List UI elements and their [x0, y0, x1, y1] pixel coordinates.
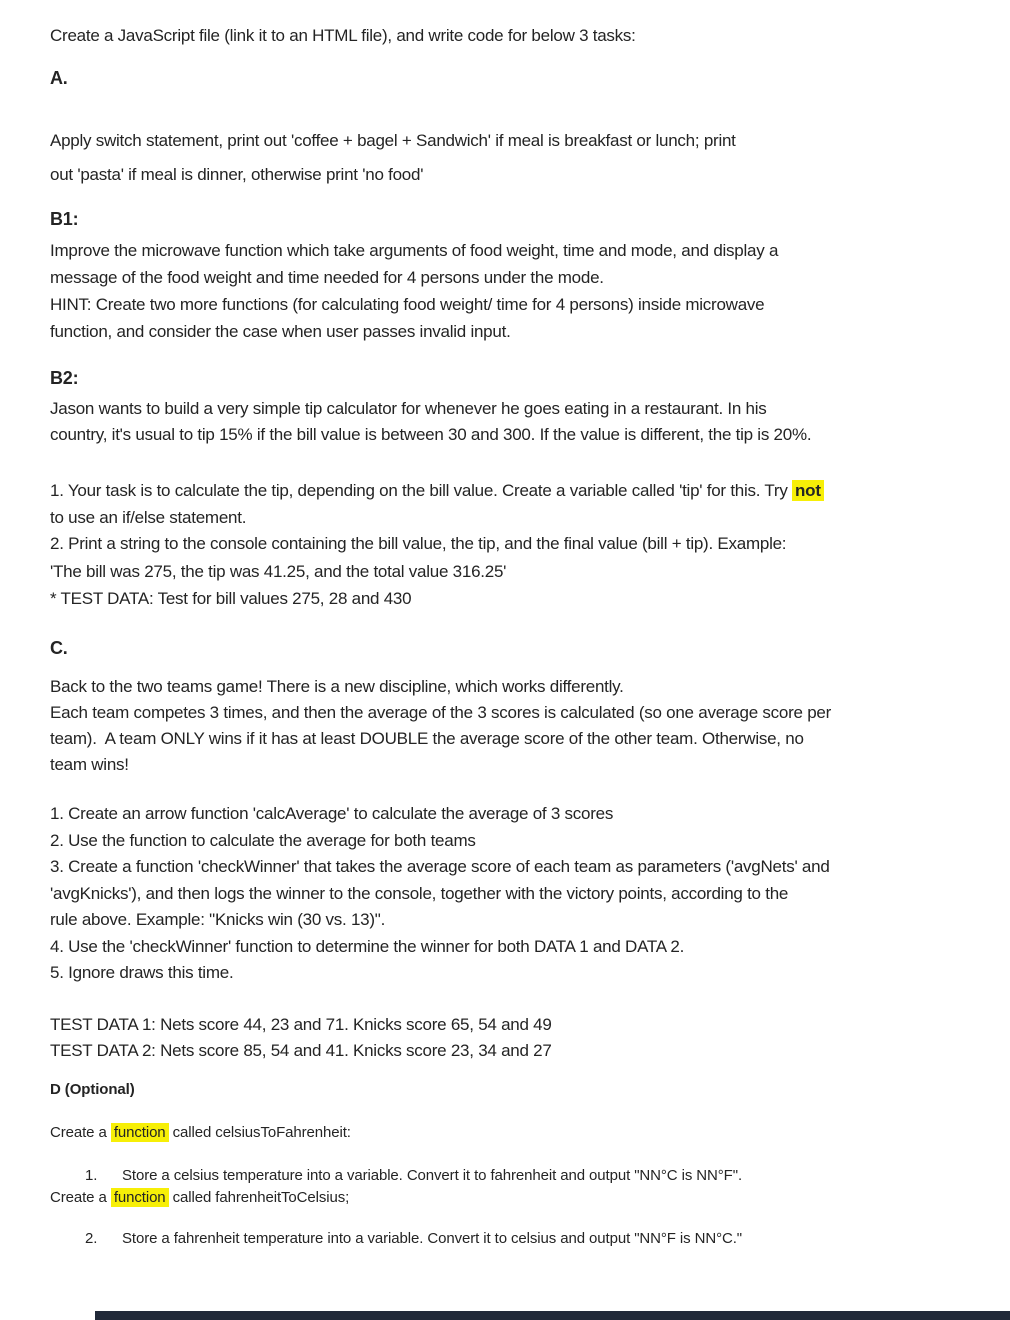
section-b2-paragraph	[50, 396, 811, 448]
section-b1-paragraph	[50, 237, 778, 345]
paragraph-line: Jason wants to build a very simple tip calculator for whenever he goes eating in a restaurant. In his	[50, 399, 767, 418]
highlighted-word-function: function	[111, 1188, 169, 1207]
section-b2-test-data: * TEST DATA: Test for bill values 275, 28 and 430	[50, 589, 412, 608]
section-a-heading: A.	[50, 68, 68, 88]
paragraph-line: Each team competes 3 times, and then the average of the 3 scores is calculated (so one average score per	[50, 703, 832, 722]
bottom-edge-bar	[95, 1311, 1010, 1320]
section-d-create-1	[50, 1122, 351, 1144]
section-c-heading: C.	[50, 638, 68, 658]
paragraph-line	[50, 477, 824, 504]
text: called fahrenheitToCelsius;	[168, 1189, 350, 1206]
section-d-heading: D (Optional)	[50, 1081, 135, 1098]
list-item: 1. Create an arrow function 'calcAverage' to calculate the average of 3 scores	[50, 804, 614, 823]
section-b1-heading: B1:	[50, 209, 79, 229]
section-d-create-2	[50, 1187, 349, 1209]
section-c-task-list	[50, 801, 830, 987]
section-c-test-data	[50, 1012, 552, 1064]
intro-line: Create a JavaScript file (link it to an HTML file), and write code for below 3 tasks:	[50, 26, 636, 45]
text: Create a	[50, 1189, 111, 1206]
paragraph-line: message of the food weight and time needed for 4 persons under the mode.	[50, 268, 604, 287]
section-b2-task-2	[50, 530, 786, 586]
paragraph-line: 2. Print a string to the console containing the bill value, the tip, and the final value (bill + tip). Example:	[50, 534, 787, 553]
section-d-item-2	[50, 1228, 742, 1250]
task-text: 1. Your task is to calculate the tip, depending on the bill value. Create a variable called 'tip' for this. Try	[50, 481, 793, 500]
paragraph-line: out 'pasta' if meal is dinner, otherwise print 'no food'	[50, 165, 424, 184]
list-item-text: Store a celsius temperature into a variable. Convert it to fahrenheit and output "NN°C is NN°F".	[122, 1167, 743, 1184]
paragraph-line: Improve the microwave function which take arguments of food weight, time and mode, and display a	[50, 241, 779, 260]
section-b2-heading: B2:	[50, 368, 79, 388]
list-number: 1.	[85, 1167, 98, 1184]
paragraph-line: team). A team ONLY wins if it has at least DOUBLE the average score of the other team. Otherwise, no	[50, 729, 804, 748]
list-item: 5. Ignore draws this time.	[50, 963, 234, 982]
paragraph-line: 'The bill was 275, the tip was 41.25, and the total value 316.25'	[50, 562, 507, 581]
section-d-item-1	[50, 1165, 742, 1187]
text: Create a	[50, 1124, 111, 1141]
test-data-line: TEST DATA 2: Nets score 85, 54 and 41. Knicks score 23, 34 and 27	[50, 1041, 552, 1060]
paragraph-line: Back to the two teams game! There is a new discipline, which works differently.	[50, 677, 624, 696]
section-b2-task-1	[50, 477, 824, 531]
list-item: rule above. Example: "Knicks win (30 vs. 13)".	[50, 910, 386, 929]
text: called celsiusToFahrenheit:	[168, 1124, 351, 1141]
paragraph-line: HINT: Create two more functions (for calculating food weight/ time for 4 persons) inside microwave	[50, 295, 765, 314]
list-item: 4. Use the 'checkWinner' function to determine the winner for both DATA 1 and DATA 2.	[50, 936, 685, 956]
list-item-text: Store a fahrenheit temperature into a variable. Convert it to celsius and output "NN°F is NN°C."	[122, 1230, 743, 1247]
paragraph-line: team wins!	[50, 755, 129, 774]
paragraph-line: function, and consider the case when user passes invalid input.	[50, 322, 511, 341]
section-a-paragraph	[50, 124, 736, 192]
highlighted-word-function: function	[111, 1123, 169, 1142]
list-item: 2. Use the function to calculate the average for both teams	[50, 830, 476, 850]
highlighted-word-not: not	[792, 480, 824, 501]
list-item: 'avgKnicks'), and then logs the winner to the console, together with the victory points, according to the	[50, 883, 789, 903]
paragraph-line: to use an if/else statement.	[50, 508, 247, 527]
test-data-line: TEST DATA 1: Nets score 44, 23 and 71. Knicks score 65, 54 and 49	[50, 1015, 552, 1034]
list-item: 3. Create a function 'checkWinner' that takes the average score of each team as parameters ('avgNets' and	[50, 857, 830, 876]
section-c-paragraph	[50, 674, 831, 778]
list-number: 2.	[85, 1230, 98, 1247]
paragraph-line: country, it's usual to tip 15% if the bill value is between 30 and 300. If the value is different, the tip is 20%.	[50, 425, 812, 444]
paragraph-line: Apply switch statement, print out 'coffee + bagel + Sandwich' if meal is breakfast or lunch; print	[50, 131, 736, 150]
